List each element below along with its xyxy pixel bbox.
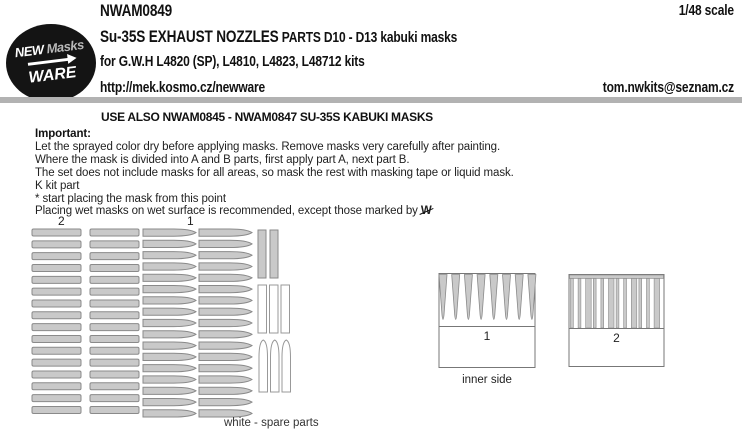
mask-strip-rect bbox=[90, 300, 139, 307]
mask-strip-bullet bbox=[143, 353, 196, 360]
nozzle-2-bar bbox=[647, 279, 650, 329]
mask-vbullet-white bbox=[282, 340, 291, 392]
scale-label: 1/48 scale bbox=[678, 2, 734, 19]
nozzle-2-top-band bbox=[570, 275, 664, 279]
mask-strip-bullet bbox=[199, 331, 252, 338]
inner-side-label: inner side bbox=[462, 374, 512, 386]
spare-parts-caption: white - spare parts bbox=[224, 417, 319, 429]
mask-strip-rect bbox=[90, 324, 139, 331]
nozzle-1-label: 1 bbox=[483, 329, 491, 343]
mask-strip-rect bbox=[32, 406, 81, 413]
mask-strip-rect bbox=[90, 347, 139, 354]
mask-vstrip-white bbox=[270, 285, 279, 333]
mask-strip-bullet bbox=[199, 399, 252, 406]
nozzle-2-label: 2 bbox=[613, 331, 620, 345]
product-title-main: Su-35S EXHAUST NOZZLES bbox=[100, 27, 279, 46]
mask-vstrip-white bbox=[281, 285, 290, 333]
nozzle-2-bar bbox=[578, 279, 581, 329]
mask-strip-bullet bbox=[199, 376, 252, 383]
mask-strip-bullet bbox=[143, 240, 196, 247]
nozzle-2-bar bbox=[639, 279, 642, 329]
mask-strip-rect bbox=[90, 241, 139, 248]
mask-strip-bullet bbox=[143, 410, 196, 417]
mask-strip-rect bbox=[90, 312, 139, 319]
mask-strip-bullet bbox=[143, 387, 196, 394]
notice-line: K kit part bbox=[35, 179, 80, 192]
mask-strip-rect bbox=[90, 395, 139, 402]
mask-strip-bullet bbox=[143, 319, 196, 326]
notice-line: Where the mask is divided into A and B parts, first apply part A, next part B. bbox=[35, 153, 410, 166]
mask-strip-rect bbox=[90, 288, 139, 295]
mask-strip-rect bbox=[32, 288, 81, 295]
contact-email: tom.nwkits@seznam.cz bbox=[602, 79, 734, 96]
mask-vbullet-white bbox=[259, 340, 268, 392]
notice-line: Let the sprayed color dry before applying masks. Remove masks very carefully after painting. bbox=[35, 140, 501, 153]
nozzle-2-bar bbox=[571, 279, 574, 329]
mask-strip-bullet bbox=[143, 297, 196, 304]
mask-strip-bullet bbox=[199, 353, 252, 360]
mask-strip-rect bbox=[32, 241, 81, 248]
mask-strip-rect bbox=[90, 229, 139, 236]
notice-line: * start placing the mask from this point bbox=[35, 192, 226, 205]
mask-strip-bullet bbox=[143, 331, 196, 338]
crossed-w-mark: W bbox=[420, 205, 432, 218]
mask-strip-rect bbox=[32, 276, 81, 283]
nozzle-2-bar bbox=[593, 279, 596, 329]
nozzle-2-bar bbox=[609, 279, 615, 329]
mask-strip-bullet bbox=[143, 365, 196, 372]
mask-strip-rect bbox=[32, 300, 81, 307]
nozzle-2-bar bbox=[586, 279, 592, 329]
mask-strip-bullet bbox=[143, 229, 196, 236]
mask-strip-bullet bbox=[199, 263, 252, 270]
strip-group-2-label: 2 bbox=[58, 214, 65, 228]
mask-strip-bullet bbox=[143, 342, 196, 349]
website-url: http://mek.kosmo.cz/newware bbox=[100, 79, 266, 96]
nozzle-2-bar bbox=[654, 279, 660, 329]
mask-strip-rect bbox=[32, 371, 81, 378]
mask-strip-bullet bbox=[143, 308, 196, 315]
mask-vstrip-gray bbox=[258, 230, 266, 278]
nozzle-2-bar bbox=[616, 279, 619, 329]
notice-final-text: Placing wet masks on wet surface is recommended, except those marked by bbox=[35, 205, 421, 218]
mask-strip-rect bbox=[90, 383, 139, 390]
mask-strip-rect bbox=[32, 324, 81, 331]
mask-strip-bullet bbox=[143, 399, 196, 406]
mask-strip-rect bbox=[90, 276, 139, 283]
mask-strip-rect bbox=[32, 264, 81, 271]
mask-strip-rect bbox=[90, 406, 139, 413]
mask-strip-bullet bbox=[199, 286, 252, 293]
mask-strip-rect bbox=[90, 335, 139, 342]
kits-line: for G.W.H L4820 (SP), L4810, L4823, L48712 kits bbox=[100, 53, 365, 70]
mask-strip-bullet bbox=[143, 286, 196, 293]
notice-line: The set does not include masks for all areas, so mask the rest with masking tape or liquid mask. bbox=[35, 166, 514, 179]
mask-strip-rect bbox=[32, 359, 81, 366]
mask-strip-rect bbox=[32, 312, 81, 319]
mask-strip-bullet bbox=[199, 319, 252, 326]
mask-vbullet-white bbox=[271, 340, 280, 392]
nozzle-2-bar bbox=[631, 279, 637, 329]
nozzle-2-bar bbox=[601, 279, 604, 329]
mask-strip-rect bbox=[32, 335, 81, 342]
logo-word-new: NEW bbox=[13, 41, 45, 61]
mask-strip-bullet bbox=[199, 252, 252, 259]
nozzle-2-bar bbox=[624, 279, 627, 329]
mask-vstrip-white bbox=[258, 285, 267, 333]
mask-strip-bullet bbox=[199, 387, 252, 394]
mask-strip-rect bbox=[32, 253, 81, 260]
mask-strip-rect bbox=[90, 359, 139, 366]
use-also-note: USE ALSO NWAM0845 - NWAM0847 SU-35S KABUKI MASKS bbox=[101, 110, 433, 124]
mask-strip-bullet bbox=[199, 297, 252, 304]
important-label: Important: bbox=[35, 128, 91, 140]
mask-strip-rect bbox=[32, 347, 81, 354]
logo-word-masks: Masks bbox=[45, 36, 85, 57]
mask-strip-bullet bbox=[143, 376, 196, 383]
mask-strip-bullet bbox=[199, 274, 252, 281]
mask-strip-bullet bbox=[199, 240, 252, 247]
mask-strip-rect bbox=[32, 395, 81, 402]
mask-strip-bullet bbox=[199, 410, 252, 417]
mask-strip-bullet bbox=[199, 229, 252, 236]
mask-strip-bullet bbox=[199, 308, 252, 315]
strip-group-1-label: 1 bbox=[187, 214, 194, 228]
mask-strip-bullet bbox=[143, 274, 196, 281]
mask-strip-rect bbox=[32, 229, 81, 236]
product-title-sub: PARTS D10 - D13 kabuki masks bbox=[278, 29, 458, 46]
mask-strip-bullet bbox=[143, 263, 196, 270]
mask-strip-bullet bbox=[199, 365, 252, 372]
mask-strip-rect bbox=[32, 383, 81, 390]
mask-strip-rect bbox=[90, 264, 139, 271]
product-code: NWAM0849 bbox=[100, 1, 173, 20]
logo-word-ware: WARE bbox=[27, 64, 78, 87]
mask-strip-bullet bbox=[199, 342, 252, 349]
mask-vstrip-gray bbox=[270, 230, 278, 278]
mask-strip-bullet bbox=[143, 252, 196, 259]
mask-strip-rect bbox=[90, 371, 139, 378]
mask-strip-rect bbox=[90, 253, 139, 260]
